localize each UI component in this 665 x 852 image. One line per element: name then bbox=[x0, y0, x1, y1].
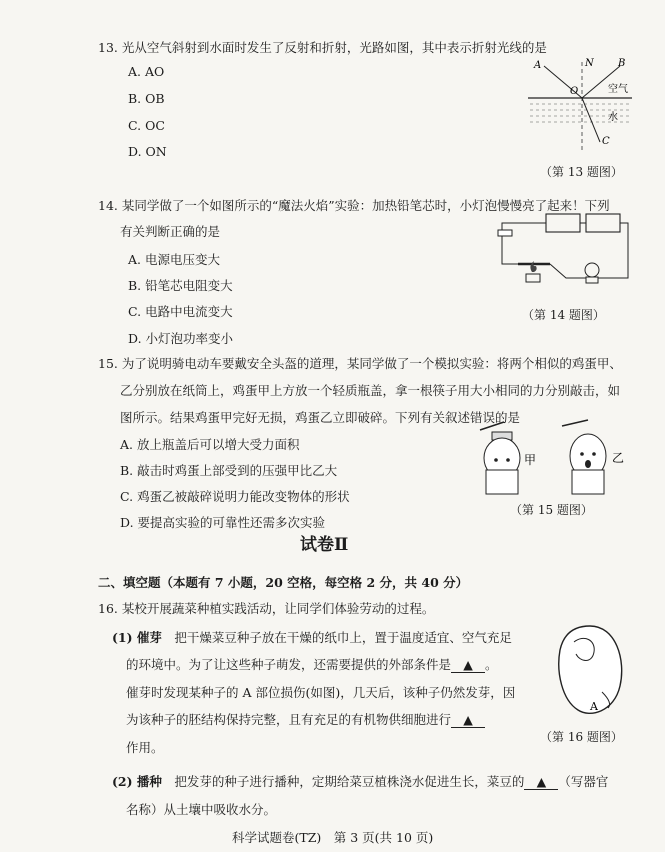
q16-part1-line4 bbox=[126, 710, 485, 728]
q16-figure-caption: （第 16 题图） bbox=[540, 730, 623, 744]
q16-part2-text1: 把发芽的种子进行播种，定期给菜豆植株浇水促进生长，菜豆的 bbox=[174, 774, 525, 789]
point-a-label: A bbox=[534, 60, 542, 71]
part-a-label: A bbox=[590, 700, 598, 713]
q15-option-d: D. 要提高实验的可靠性还需多次实验 bbox=[120, 515, 326, 530]
part2-heading: 二、填空题（本题有 7 小题，20 空格，每空格 2 分，共 40 分） bbox=[98, 575, 469, 590]
q14-stem-line1: 14. 某同学做了一个如图所示的“魔法火焰”实验：加热铅笔芯时，小灯泡慢慢亮了起来！下列 bbox=[98, 198, 610, 213]
q16-part1-text4: 为该种子的胚结构保持完整，且有充足的有机物供细胞进行 bbox=[126, 712, 452, 727]
q15-stem-line3: 图所示。结果鸡蛋甲完好无损，鸡蛋乙立即破碎。下列有关叙述错误的是 bbox=[120, 410, 521, 425]
alcohol-lamp-icon bbox=[526, 274, 540, 282]
q16-part2-line1 bbox=[112, 772, 608, 790]
chopstick-icon bbox=[562, 420, 588, 426]
q16-part2-head: (2) 播种 bbox=[112, 774, 162, 789]
q16-part1-line2: 的环境中。为了让这些种子萌发，还需要提供的外部条件是 ▲ 。 bbox=[126, 657, 498, 672]
q16-part1-line3: 催芽时发现某种子的 A 部位损伤(如图)，几天后，该种子仍然发芽，因 bbox=[126, 685, 516, 700]
answer-blank-3[interactable]: ▲ bbox=[524, 774, 558, 790]
answer-blank-1[interactable]: ▲ bbox=[451, 657, 485, 673]
battery-cell-icon bbox=[546, 214, 580, 232]
q16-part2-text1b: （写器官 bbox=[558, 774, 609, 789]
refracted-ray bbox=[582, 98, 600, 142]
q16-part2-line2: 名称）从土壤中吸收水分。 bbox=[126, 802, 277, 817]
q14-option-b: B. 铅笔芯电阻变大 bbox=[128, 278, 233, 293]
flame-icon bbox=[530, 261, 536, 272]
water-label: 水 bbox=[608, 112, 618, 123]
q16-part1-line5: 作用。 bbox=[126, 740, 164, 755]
egg-face-icon bbox=[585, 460, 591, 468]
point-c-label: C bbox=[602, 136, 610, 147]
q13-option-b: B. OB bbox=[128, 91, 165, 106]
q14-circuit-diagram bbox=[478, 206, 638, 298]
q14-option-c: C. 电路中电流变大 bbox=[128, 304, 233, 319]
page-footer: 科学试题卷(TZ) 第 3 页(共 10 页) bbox=[232, 830, 434, 845]
egg-jia-label: 甲 bbox=[524, 453, 537, 467]
q13-stem: 13. 光从空气斜射到水面时发生了反射和折射，光路如图，其中表示折射光线的是 bbox=[98, 40, 547, 55]
egg-face-icon bbox=[580, 452, 584, 456]
q15-stem-line2: 乙分别放在纸筒上，鸡蛋甲上方放一个轻质瓶盖，拿一根筷子用大小相同的力分别敲击，如 bbox=[120, 383, 621, 398]
q13-option-a: A. AO bbox=[128, 64, 165, 79]
battery-cell-icon bbox=[586, 214, 620, 232]
wire bbox=[502, 223, 546, 264]
q13-option-c: C. OC bbox=[128, 118, 165, 133]
section-title: 试卷Ⅱ bbox=[300, 535, 349, 555]
bulb-holder-icon bbox=[586, 277, 598, 283]
q14-option-a: A. 电源电压变大 bbox=[128, 252, 220, 267]
point-o-label: O bbox=[570, 86, 579, 97]
wire bbox=[550, 264, 586, 278]
paper-tube-icon bbox=[572, 470, 604, 494]
q15-option-b: B. 敲击时鸡蛋上部受到的压强甲比乙大 bbox=[120, 463, 338, 478]
q16-seed-diagram bbox=[550, 620, 630, 720]
chopstick-icon bbox=[480, 422, 504, 430]
q15-stem-line1: 15. 为了说明骑电动车要戴安全头盔的道理，某同学做了一个模拟实验：将两个相似的鸡蛋甲、 bbox=[98, 356, 622, 371]
q15-figure-caption: （第 15 题图） bbox=[510, 503, 593, 517]
egg-yi-label: 乙 bbox=[612, 451, 625, 465]
answer-blank-2[interactable]: ▲ bbox=[451, 712, 485, 728]
egg-face-icon bbox=[506, 458, 510, 462]
q13-figure-caption: （第 13 题图） bbox=[540, 165, 623, 179]
q14-option-d: D. 小灯泡功率变小 bbox=[128, 331, 234, 346]
q16-part1-head: (1) 催芽 bbox=[112, 630, 162, 645]
q15-egg-diagram bbox=[466, 416, 636, 498]
q16-part1-line1 bbox=[112, 628, 512, 646]
bulb-icon bbox=[585, 263, 599, 277]
q16-part1-text2: 的环境中。为了让这些种子萌发，还需要提供的外部条件是 bbox=[126, 657, 452, 672]
switch-icon bbox=[498, 230, 512, 236]
point-n-label: N bbox=[585, 58, 594, 69]
q14-stem-line2: 有关判断正确的是 bbox=[120, 224, 221, 239]
point-b-label: B bbox=[618, 58, 626, 69]
q14-figure-caption: （第 14 题图） bbox=[522, 308, 605, 322]
q13-ray-diagram bbox=[522, 56, 640, 156]
q16-part1-text1: 把干燥菜豆种子放在干燥的纸巾上，置于温度适宜、空气充足 bbox=[174, 630, 512, 645]
egg-face-icon bbox=[494, 458, 498, 462]
paper-tube-icon bbox=[486, 470, 518, 494]
egg-face-icon bbox=[592, 452, 596, 456]
q15-option-a: A. 放上瓶盖后可以增大受力面积 bbox=[120, 437, 300, 452]
wire bbox=[598, 223, 628, 278]
q15-option-c: C. 鸡蛋乙被敲碎说明力能改变物体的形状 bbox=[120, 489, 350, 504]
q13-option-d: D. ON bbox=[128, 144, 167, 159]
air-label: 空气 bbox=[608, 84, 628, 95]
q16-stem: 16. 某校开展蔬菜种植实践活动，让同学们体验劳动的过程。 bbox=[98, 601, 435, 616]
